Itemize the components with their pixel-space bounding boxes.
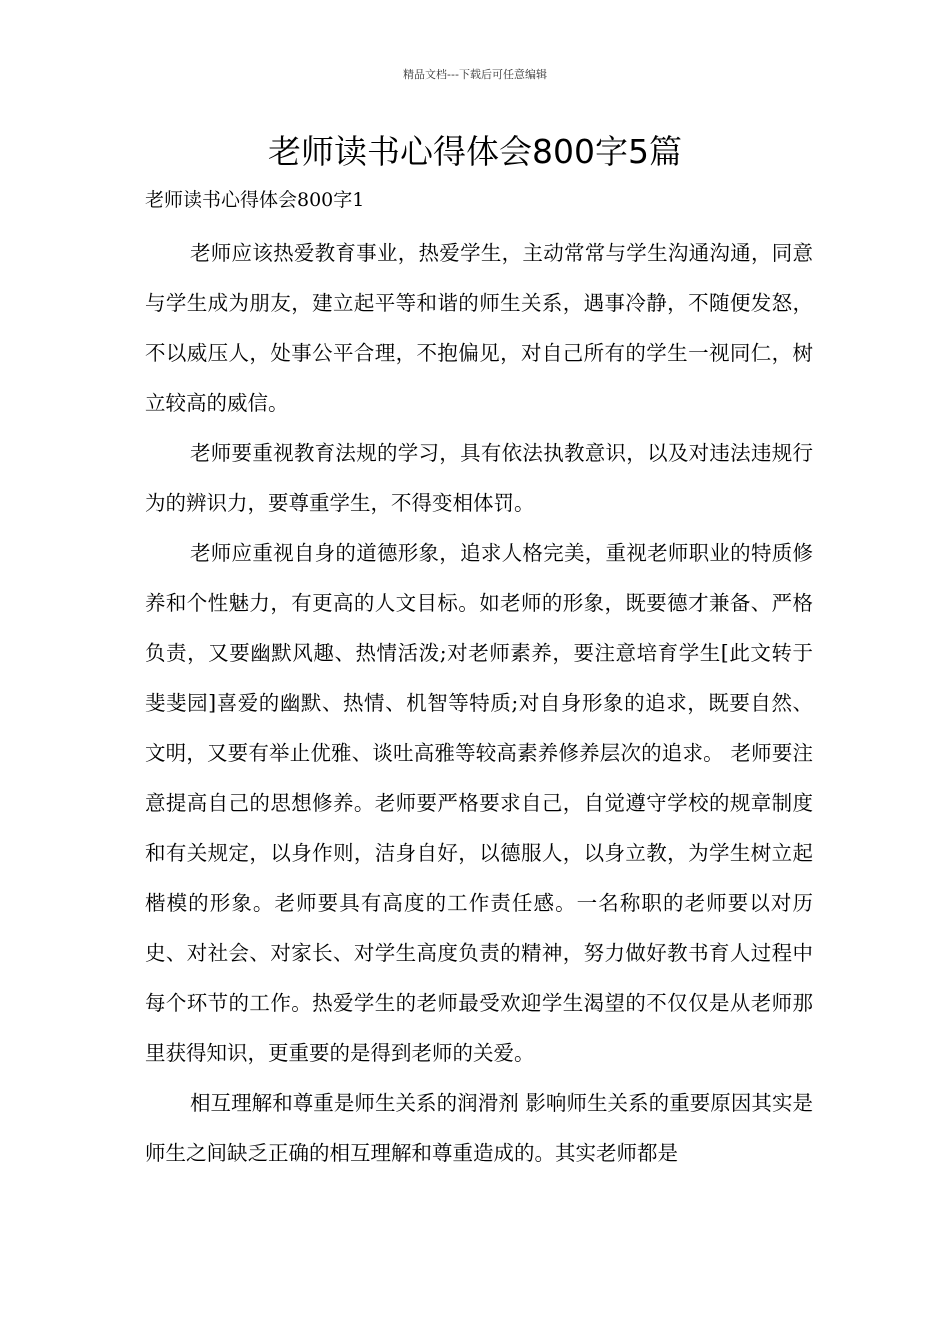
paragraph: 老师要重视教育法规的学习，具有依法执教意识，以及对违法违规行为的辨识力，要尊重学生，不得变相体罚。: [145, 441, 813, 515]
paragraph: 相互理解和尊重是师生关系的润滑剂 影响师生关系的重要原因其实是师生之间缺乏正确的相互理解和尊重造成的。其实老师都是: [145, 1091, 813, 1165]
section-heading: 老师读书心得体会800字1: [145, 189, 365, 211]
document-body: [145, 228, 813, 1178]
paragraph: 老师应重视自身的道德形象，追求人格完美，重视老师职业的特质修养和个性魅力，有更高的人文目标。如老师的形象，既要德才兼备、严格负责，又要幽默风趣、热情活泼;对老师素养，要注意培育学生[此文转于斐斐园]喜爱的幽默、热情、机智等特质;对自身形象的追求，既要自然、文明，又要有举止优雅、谈吐高雅等较高素养修养层次的追求。 老师要注意提高自己的思想修养。老师要严格要求自己，自觉遵守学校的规章制度和有关规定，以身作则，洁身自好，以德服人，以身立教，为学生树立起楷模的形象。老师要具有高度的工作责任感。一名称职的老师要以对历史、对社会、对家长、对学生高度负责的精神，努力做好教书育人过程中每个环节的工作。热爱学生的老师最受欢迎学生渴望的不仅仅是从老师那里获得知识，更重要的是得到老师的关爱。: [145, 541, 813, 1065]
header-note: 精品文档---下载后可任意编辑: [403, 68, 547, 81]
paragraph: 老师应该热爱教育事业，热爱学生，主动常常与学生沟通沟通，同意与学生成为朋友，建立起平等和谐的师生关系，遇事冷静，不随便发怒，不以威压人，处事公平合理，不抱偏见，对自己所有的学生一视同仁，树立较高的威信。: [145, 241, 813, 415]
document-title: 老师读书心得体会800字5篇: [268, 132, 682, 171]
